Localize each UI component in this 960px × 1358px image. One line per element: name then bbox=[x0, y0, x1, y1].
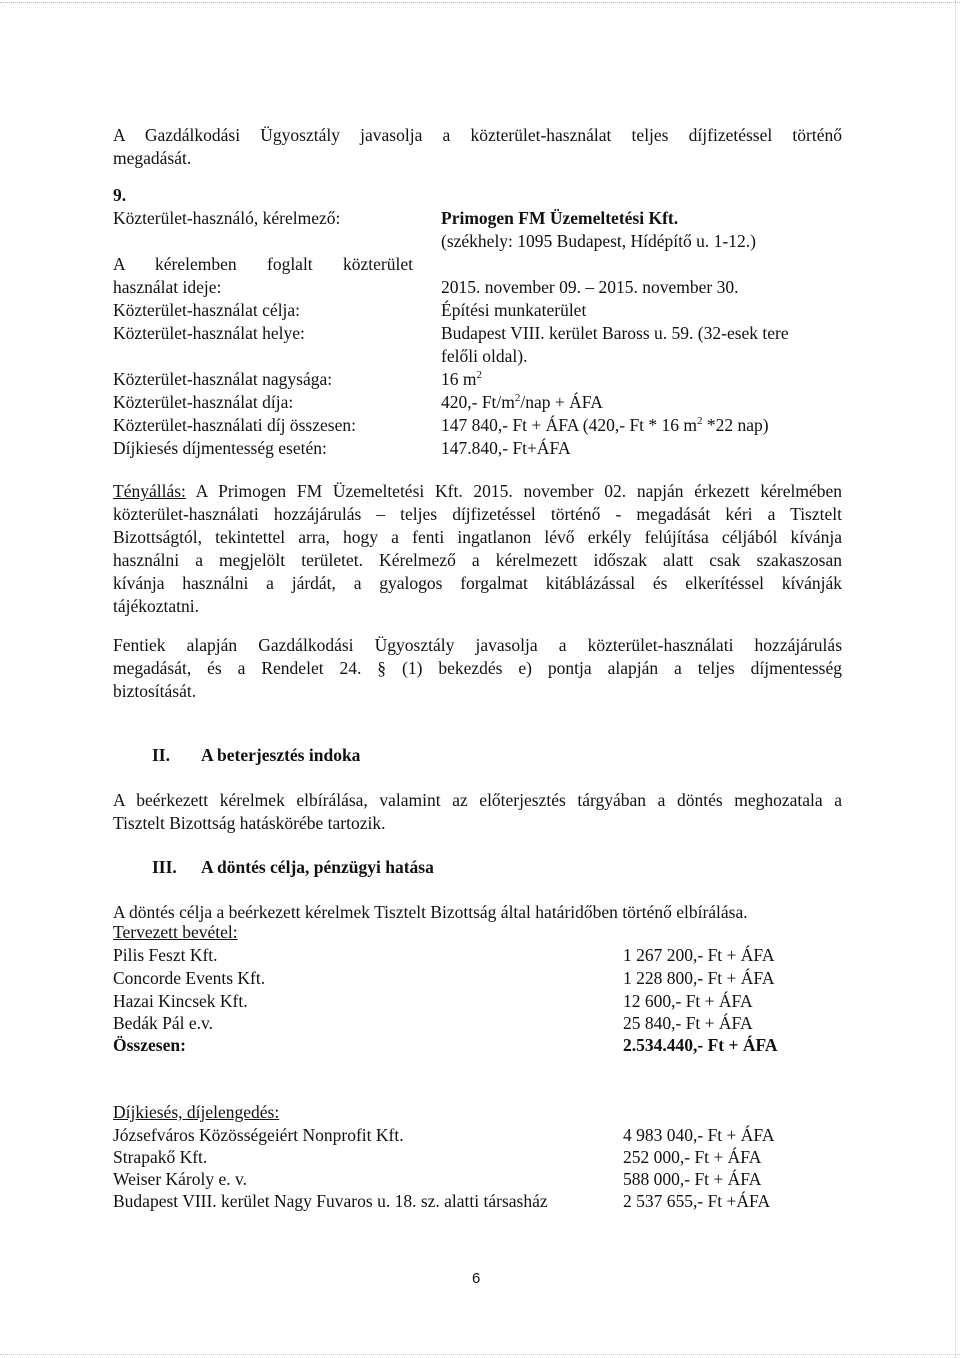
scan-border-top bbox=[0, 2, 960, 3]
total-value-sup: 2 bbox=[697, 415, 703, 427]
exempt-value: 147.840,- Ft+ÁFA bbox=[441, 438, 571, 458]
total-value bbox=[441, 414, 769, 437]
revenue-row-amount: 25 840,- Ft + ÁFA bbox=[623, 1013, 753, 1033]
section-2-title: A beterjesztés indoka bbox=[201, 745, 361, 765]
place-label: Közterület-használat helye: bbox=[113, 323, 305, 343]
waiver-row-amount: 2 537 655,- Ft +ÁFA bbox=[623, 1191, 771, 1211]
size-value bbox=[441, 368, 482, 391]
scan-border-bottom bbox=[0, 1354, 960, 1355]
purpose-label: Közterület-használat célja: bbox=[113, 300, 301, 320]
facts-line bbox=[113, 480, 842, 503]
waiver-heading: Díjkiesés, díjelengedés: bbox=[113, 1102, 280, 1122]
purpose-value: Építési munkaterület bbox=[441, 300, 587, 320]
total-value-text-a: 147 840,- Ft + ÁFA (420,- Ft * 16 m bbox=[441, 415, 698, 435]
size-value-sup: 2 bbox=[476, 369, 482, 381]
period-value: 2015. november 09. – 2015. november 30. bbox=[441, 277, 739, 297]
facts-paragraph bbox=[113, 480, 842, 618]
place-value-line2: felőli oldal). bbox=[441, 346, 528, 366]
revenue-row-name: Pilis Feszt Kft. bbox=[113, 945, 218, 965]
waiver-row-amount: 252 000,- Ft + ÁFA bbox=[623, 1147, 762, 1167]
revenue-row-amount: 1 228 800,- Ft + ÁFA bbox=[623, 968, 775, 988]
facts-line: közterület-használati hozzájárulás – teljes díjfizetéssel történő - megadását kéri a Tisztelt bbox=[113, 504, 842, 524]
proposal-paragraph bbox=[113, 634, 842, 703]
proposal-line: biztosítását. bbox=[113, 681, 197, 701]
applicant-value: Primogen FM Üzemeltetési Kft. bbox=[441, 208, 679, 228]
fee-value-sup: 2 bbox=[514, 392, 521, 404]
intro-line: megadását. bbox=[113, 148, 192, 168]
waiver-row-name: Józsefváros Közösségeiért Nonprofit Kft. bbox=[113, 1125, 404, 1145]
section-2-paragraph bbox=[113, 789, 842, 835]
total-label: Közterület-használati díj összesen: bbox=[113, 415, 356, 435]
section-2-number: II. bbox=[152, 745, 170, 765]
total-value-text-b: *22 nap) bbox=[702, 415, 769, 435]
applicant-seat: (székhely: 1095 Budapest, Hídépítő u. 1-12.) bbox=[441, 231, 756, 251]
facts-line: kívánja használni a járdát, a gyalogos forgalmat kitáblázással és elkerítéssel kívánják bbox=[113, 573, 842, 593]
size-label: Közterület-használat nagysága: bbox=[113, 369, 333, 389]
period-label-line2: használat ideje: bbox=[113, 277, 222, 297]
item-number: 9. bbox=[113, 185, 127, 205]
waiver-row-amount: 4 983 040,- Ft + ÁFA bbox=[623, 1125, 775, 1145]
section-2-line: A beérkezett kérelmek elbírálása, valamint az előterjesztés tárgyában a döntés meghozatala a bbox=[113, 790, 842, 810]
revenue-row-name: Concorde Events Kft. bbox=[113, 968, 266, 988]
facts-line: Bizottságtól, tekintettel arra, hogy a fenti ingatlanon lévő erkély felújítása céljából kívánja bbox=[113, 527, 842, 547]
exempt-label: Díjkiesés díjmentesség esetén: bbox=[113, 438, 327, 458]
intro-paragraph bbox=[113, 124, 842, 170]
waiver-row-amount: 588 000,- Ft + ÁFA bbox=[623, 1169, 762, 1189]
section-2-line: Tisztelt Bizottság hatáskörébe tartozik. bbox=[113, 813, 386, 833]
scan-border-right bbox=[955, 0, 956, 1358]
section-3-text: A döntés célja a beérkezett kérelmek Tisztelt Bizottság által határidőben történő elbírálása. bbox=[113, 902, 748, 922]
revenue-row-amount: 12 600,- Ft + ÁFA bbox=[623, 991, 753, 1011]
section-3-title: A döntés célja, pénzügyi hatása bbox=[201, 857, 434, 877]
revenue-total-label: Összesen: bbox=[113, 1035, 186, 1055]
section-3-number: III. bbox=[152, 857, 177, 877]
waiver-row-name: Weiser Károly e. v. bbox=[113, 1169, 248, 1189]
revenue-row-name: Hazai Kincsek Kft. bbox=[113, 991, 248, 1011]
revenue-total-amount: 2.534.440,- Ft + ÁFA bbox=[623, 1035, 778, 1055]
place-value-line1: Budapest VIII. kerület Baross u. 59. (32-esek tere bbox=[441, 323, 789, 343]
facts-heading: Tényállás: bbox=[113, 481, 186, 501]
revenue-row-amount: 1 267 200,- Ft + ÁFA bbox=[623, 945, 775, 965]
revenue-row-name: Bedák Pál e.v. bbox=[113, 1013, 213, 1033]
proposal-line: megadását, és a Rendelet 24. § (1) bekezdés e) pontja alapján a teljes díjmentesség bbox=[113, 658, 842, 678]
facts-line: használni a megjelölt területet. Kérelmező a kérelmezett időszak alatt csak szakaszosan bbox=[113, 550, 842, 570]
applicant-label: Közterület-használó, kérelmező: bbox=[113, 208, 341, 228]
intro-line: A Gazdálkodási Ügyosztály javasolja a közterület-használat teljes díjfizetéssel történő bbox=[113, 125, 842, 145]
fee-value bbox=[441, 391, 603, 414]
proposal-line: Fentiek alapján Gazdálkodási Ügyosztály javasolja a közterület-használati hozzájárulás bbox=[113, 635, 842, 655]
revenue-heading: Tervezett bevétel: bbox=[113, 922, 238, 942]
waiver-row-name: Strapakő Kft. bbox=[113, 1147, 208, 1167]
fee-value-text-b: /nap + ÁFA bbox=[520, 392, 603, 412]
fee-value-text-a: 420,- Ft/m bbox=[441, 392, 515, 412]
page-number: 6 bbox=[472, 1270, 481, 1287]
period-label-line1: A kérelemben foglalt közterület bbox=[113, 254, 413, 274]
fee-label: Közterület-használat díja: bbox=[113, 392, 294, 412]
size-value-text: 16 m bbox=[441, 369, 477, 389]
facts-line1-text: A Primogen FM Üzemeltetési Kft. 2015. november 02. napján érkezett kérelmében bbox=[195, 481, 842, 501]
waiver-row-name: Budapest VIII. kerület Nagy Fuvaros u. 18. sz. alatti társasház bbox=[113, 1191, 548, 1211]
facts-line: tájékoztatni. bbox=[113, 596, 200, 616]
